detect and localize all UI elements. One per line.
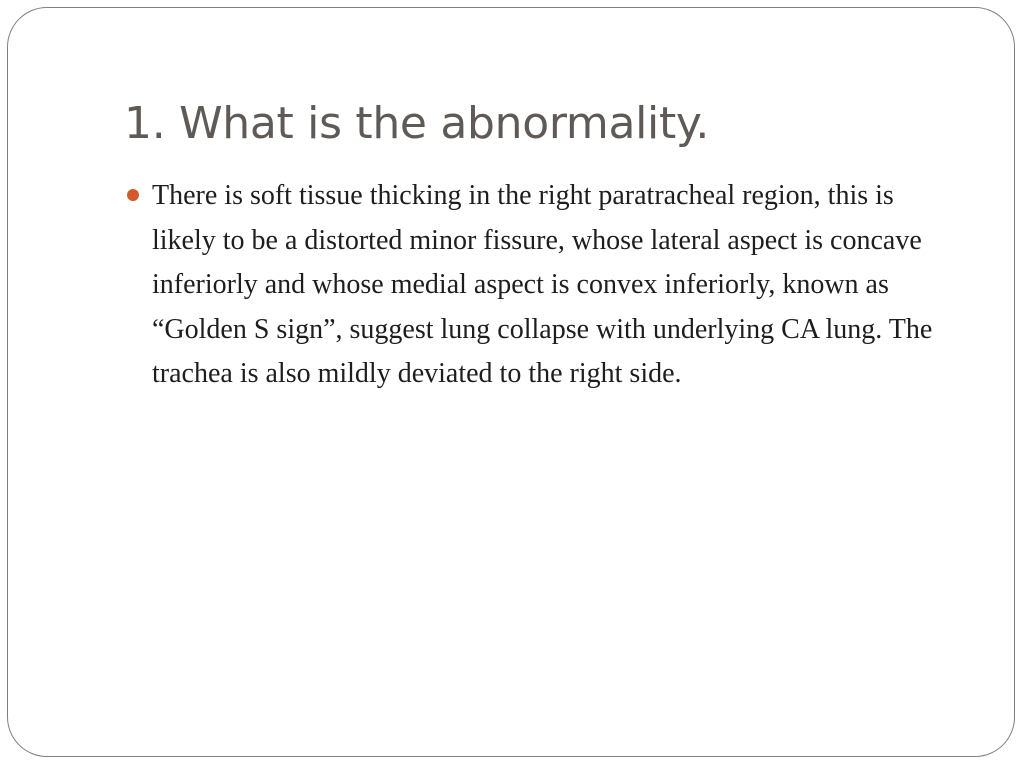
slide-title: 1. What is the abnormality. [124,98,710,149]
bullet-dot-icon [127,189,139,201]
slide-frame [7,7,1015,757]
bullet-text: There is soft tissue thicking in the right paratracheal region, this is likely to be a distorted minor fissure, whose lateral aspect is concave inferiorly and whose medial aspect is convex inferiorly, known as “Golden S sign”, suggest lung collapse with underlying CA lung. The trachea is also mildly deviated to the right side. [152,180,933,389]
bullet-item [124,174,954,397]
slide-body [124,174,954,397]
